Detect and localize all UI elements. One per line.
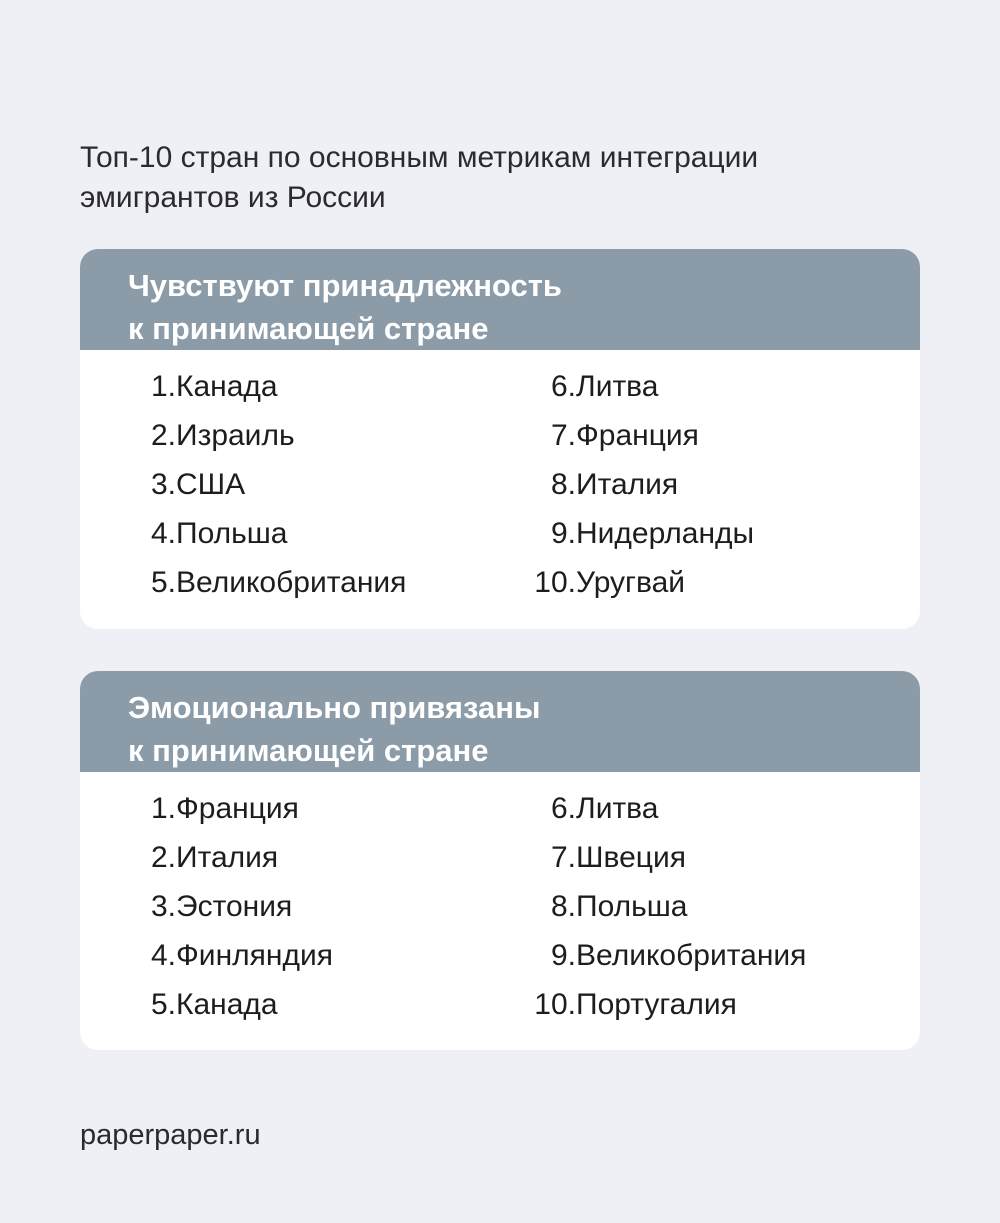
country-name: Литва	[576, 792, 659, 825]
country-name: Швеция	[576, 841, 686, 874]
country-name: Канада	[176, 988, 278, 1021]
list-item	[528, 983, 888, 1032]
country-name: Канада	[176, 370, 278, 403]
country-name: Великобритания	[576, 939, 807, 972]
card-emotional-attachment	[80, 671, 920, 1050]
country-name: Франция	[176, 792, 299, 825]
card-heading-line-2: к принимающей стране	[128, 733, 489, 768]
country-name: Нидерланды	[576, 517, 755, 550]
rank-number: 8.	[550, 890, 576, 923]
list-item	[528, 787, 888, 836]
country-name: Польша	[576, 890, 688, 923]
card-heading-line-2: к принимающей стране	[128, 311, 489, 346]
rank-number: 7.	[550, 419, 576, 452]
page-title	[80, 138, 920, 218]
country-list	[80, 772, 920, 1050]
rank-number: 2.	[150, 841, 176, 874]
rank-number: 3.	[150, 890, 176, 923]
list-item	[528, 561, 888, 610]
list-item	[528, 414, 888, 463]
card-belonging	[80, 249, 920, 629]
card-header	[80, 249, 920, 350]
rank-number: 9.	[550, 939, 576, 972]
country-name: Уругвай	[576, 566, 686, 599]
country-name: США	[176, 468, 246, 501]
list-item	[128, 787, 528, 836]
rank-number: 10.	[534, 566, 576, 599]
list-item	[128, 414, 528, 463]
country-name: Польша	[176, 517, 288, 550]
list-item	[528, 836, 888, 885]
list-item	[128, 512, 528, 561]
rank-number: 4.	[150, 517, 176, 550]
rank-number: 1.	[150, 370, 176, 403]
country-name: Великобритания	[176, 566, 407, 599]
list-item	[528, 365, 888, 414]
card-heading-line-1: Чувствуют принадлежность	[128, 268, 562, 303]
page-title-line-2: эмигрантов из России	[80, 181, 386, 214]
country-name: Португалия	[576, 988, 737, 1021]
list-item	[528, 463, 888, 512]
list-item	[128, 983, 528, 1032]
list-item	[128, 836, 528, 885]
country-name: Литва	[576, 370, 659, 403]
rank-number: 10.	[534, 988, 576, 1021]
country-name: Италия	[576, 468, 679, 501]
page-title-line-1: Топ-10 стран по основным метрикам интеграции	[80, 141, 759, 174]
list-item	[528, 885, 888, 934]
rank-number: 5.	[150, 988, 176, 1021]
rank-number: 2.	[150, 419, 176, 452]
country-column-left	[128, 787, 528, 1032]
rank-number: 5.	[150, 566, 176, 599]
rank-number: 4.	[150, 939, 176, 972]
list-item	[128, 934, 528, 983]
rank-number: 6.	[550, 792, 576, 825]
card-header	[80, 671, 920, 772]
rank-number: 7.	[550, 841, 576, 874]
rank-number: 9.	[550, 517, 576, 550]
source-link[interactable]: paperpaper.ru	[80, 1119, 261, 1151]
country-name: Израиль	[176, 419, 295, 452]
country-name: Италия	[176, 841, 279, 874]
country-column-right	[528, 365, 888, 610]
country-name: Эстония	[176, 890, 293, 923]
country-column-left	[128, 365, 528, 610]
rank-number: 3.	[150, 468, 176, 501]
country-name: Франция	[576, 419, 699, 452]
list-item	[528, 934, 888, 983]
list-item	[528, 512, 888, 561]
rank-number: 1.	[150, 792, 176, 825]
list-item	[128, 463, 528, 512]
card-heading-line-1: Эмоционально привязаны	[128, 690, 541, 725]
country-list	[80, 350, 920, 629]
list-item	[128, 365, 528, 414]
list-item	[128, 561, 528, 610]
country-column-right	[528, 787, 888, 1032]
rank-number: 8.	[550, 468, 576, 501]
country-name: Финляндия	[176, 939, 333, 972]
list-item	[128, 885, 528, 934]
rank-number: 6.	[550, 370, 576, 403]
